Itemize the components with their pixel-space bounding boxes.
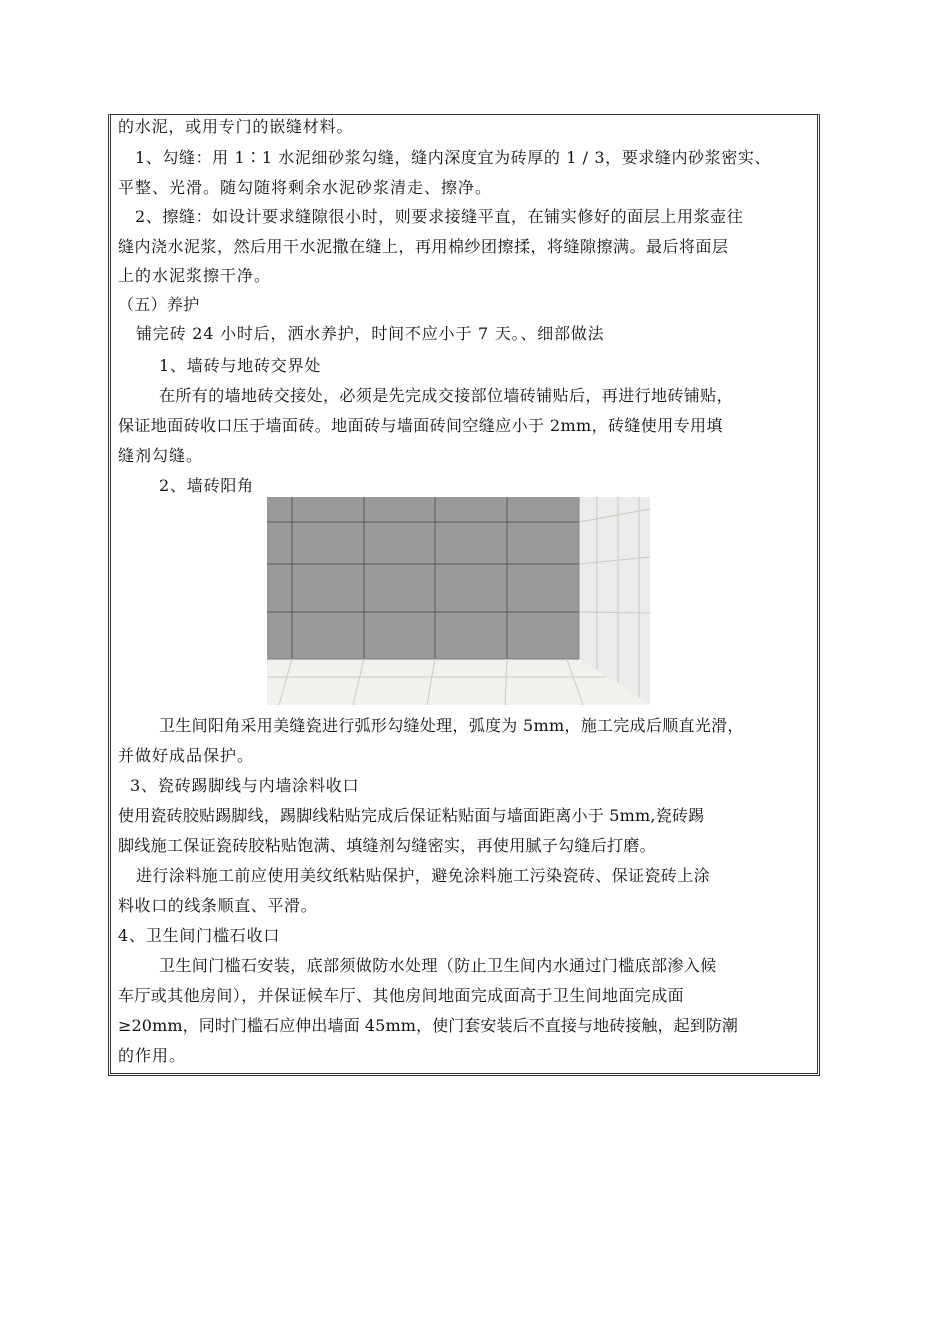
back-wall-tiles [267, 497, 579, 659]
text-line-18: 脚线施工保证瓷砖胶粘贴饱满、填缝剂勾缝密实，再使用腻子勾缝后打磨。 [118, 836, 656, 855]
text-line-23: 车厅或其他房间），并保证候车厅、其他房间地面完成面高于卫生间地面完成面 [118, 986, 685, 1005]
subheading-wall-floor-junction: 1、墙砖与地砖交界处 [159, 356, 322, 375]
text-line-1: 的水泥，或用专门的嵌缝材料。 [118, 117, 354, 136]
text-line-4: 2、擦缝：如设计要求缝隙很小时，则要求接缝平直，在铺实修好的面层上用浆壶往 [135, 207, 744, 226]
text-line-12: 缝剂勾缝。 [118, 446, 204, 465]
text-line-6: 上的水泥浆擦干净。 [118, 266, 272, 285]
text-line-24: ≥20mm，同时门槛石应伸出墙面 45mm，使门套安装后不直接与地砖接触，起到防潮 [118, 1016, 738, 1035]
tile-corner-illustration [267, 497, 650, 705]
text-line-14: 卫生间阳角采用美缝瓷进行弧形勾缝处理，弧度为 5mm，施工完成后顺直光滑， [159, 716, 744, 735]
subheading-wall-tile-corner: 2、墙砖阳角 [159, 476, 254, 495]
section-heading-maintenance: （五）养护 [118, 295, 200, 314]
text-line-15: 并做好成品保护。 [118, 746, 255, 765]
text-line-2: 1、勾缝：用 1∶1 水泥细砂浆勾缝，缝内深度宜为砖厚的 1 / 3，要求缝内砂浆密实、 [135, 148, 772, 167]
text-line-8: 铺完砖 24 小时后，洒水养护，时间不应小于 7 天。、细部做法 [136, 324, 605, 343]
text-line-22: 卫生间门槛石安装，底部须做防水处理（防止卫生间内水通过门槛底部渗入候 [159, 956, 717, 975]
text-line-10: 在所有的墙地砖交接处，必须是先完成交接部位墙砖铺贴后，再进行地砖铺贴， [159, 386, 734, 405]
text-line-5: 缝内浇水泥浆，然后用干水泥撒在缝上，再用棉纱团擦揉，将缝隙擦满。最后将面层 [118, 237, 729, 256]
subheading-threshold-stone: 4、卫生间门槛石收口 [118, 926, 281, 945]
text-line-20: 料收口的线条顺直、平滑。 [118, 896, 318, 915]
text-line-11: 保证地面砖收口压于墙面砖。地面砖与墙面砖间空缝应小于 2mm，砖缝使用专用填 [118, 416, 723, 435]
text-line-19: 进行涂料施工前应使用美纹纸粘贴保护，避免涂料施工污染瓷砖、保证瓷砖上涂 [136, 866, 711, 885]
text-line-17: 使用瓷砖胶贴踢脚线，踢脚线粘贴完成后保证粘贴面与墙面距离小于 5mm,瓷砖踢 [118, 806, 705, 825]
text-line-25: 的作用。 [118, 1046, 187, 1065]
subheading-skirting-paint: 3、瓷砖踢脚线与内墙涂料收口 [130, 776, 360, 795]
text-line-3: 平整、光滑。随勾随将剩余水泥砂浆清走、擦净。 [118, 178, 493, 197]
